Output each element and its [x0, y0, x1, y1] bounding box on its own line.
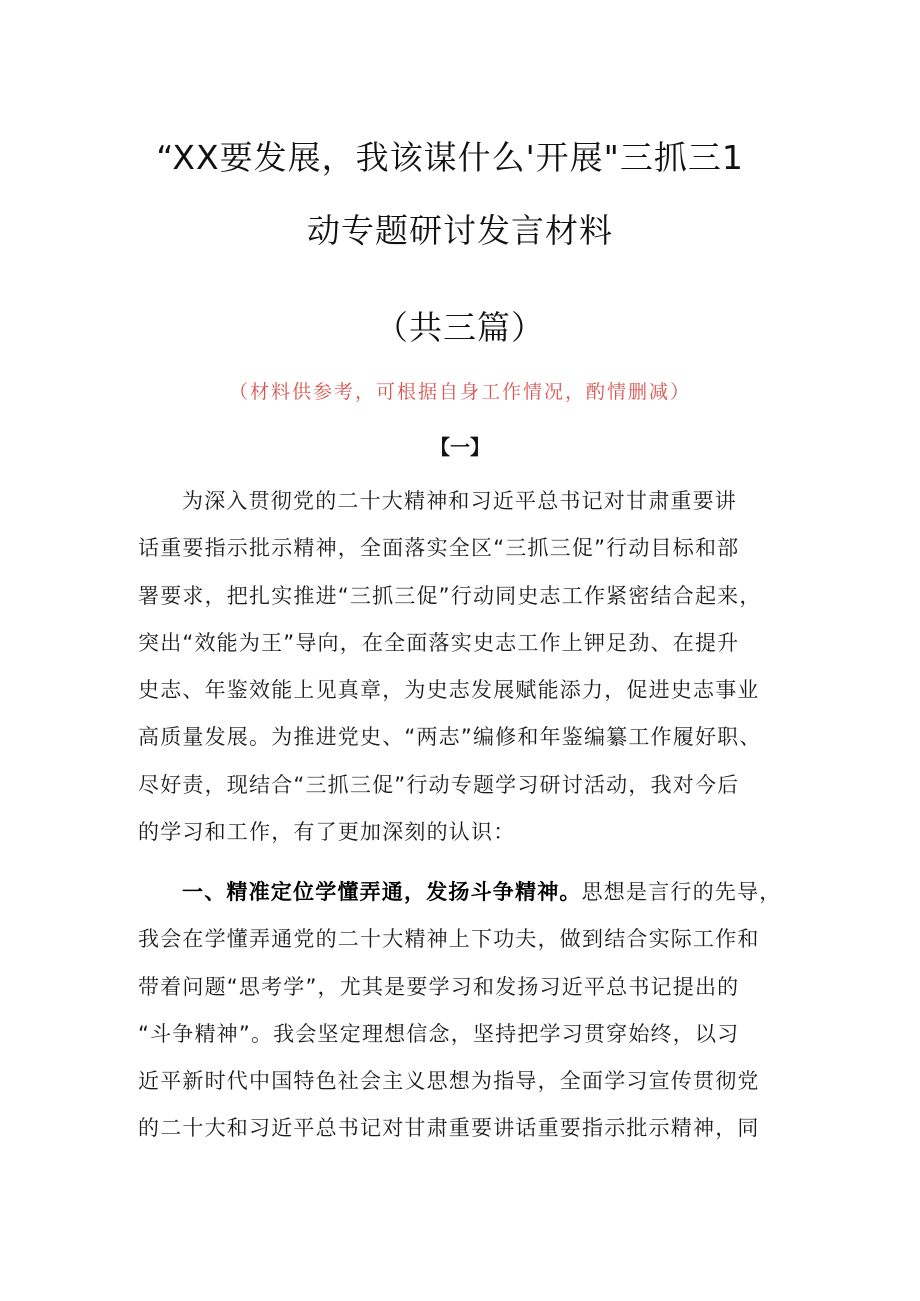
paragraph-line: 话重要指示批示精神，全面落实全区“三抓三促”行动目标和部	[138, 536, 740, 561]
document-count-note: （共三篇）	[375, 308, 545, 347]
paragraph-line: “斗争精神”。我会坚定理想信念，坚持把学习贯穿始终，以习	[138, 1021, 740, 1046]
paragraph-line: 为深入贯彻党的二十大精神和习近平总书记对甘肃重要讲	[182, 489, 737, 513]
paragraph-line: 尽好责，现结合“三抓三促”行动专题学习研讨活动，我对今后	[138, 772, 740, 797]
paragraph-line: 的二十大和习近平总书记对甘肃重要讲话重要指示批示精神，同	[138, 1116, 760, 1141]
paragraph-line: 的学习和工作，有了更加深刻的认识：	[138, 820, 516, 845]
paragraph-first-line	[138, 869, 784, 916]
paragraph-line: 高质量发展。为推进党史、“两志”编修和年鉴编纂工作履好职、	[138, 725, 762, 750]
paragraph-line: 近平新时代中国特色社会主义思想为指导，全面学习宣传贯彻党	[138, 1069, 760, 1094]
reference-note: （材料供参考，可根据自身工作情况，酌情删减）	[228, 381, 691, 403]
document-title-line-2: 动专题研讨发言材料	[307, 211, 613, 250]
section-marker: 【一】	[430, 435, 490, 459]
paragraph-line: 史志、年鉴效能上见真章，为史志发展赋能添力，促进史志事业	[138, 678, 760, 703]
paragraph-line: 我会在学懂弄通党的二十大精神上下功夫，做到结合实际工作和	[138, 927, 760, 952]
paragraph-section-one	[138, 869, 784, 1161]
paragraph-intro	[138, 478, 784, 856]
document-title-line-1: “XX要发展，我该谋什么'开展"三抓三1	[156, 138, 744, 177]
paragraph-line: 突出“效能为王”导向，在全面落实史志工作上钾足劲、在提升	[138, 630, 740, 655]
section-heading: 一、精准定位学懂弄通，发扬斗争精神。	[182, 880, 582, 904]
paragraph-line: 署要求，把扎实推进“三抓三促”行动同史志工作紧密结合起来，	[138, 583, 762, 608]
paragraph-line: 带着问题“思考学”，尤其是要学习和发扬习近平总书记提出的	[138, 974, 740, 999]
paragraph-line-rest: 思想是言行的先导，	[581, 880, 782, 904]
